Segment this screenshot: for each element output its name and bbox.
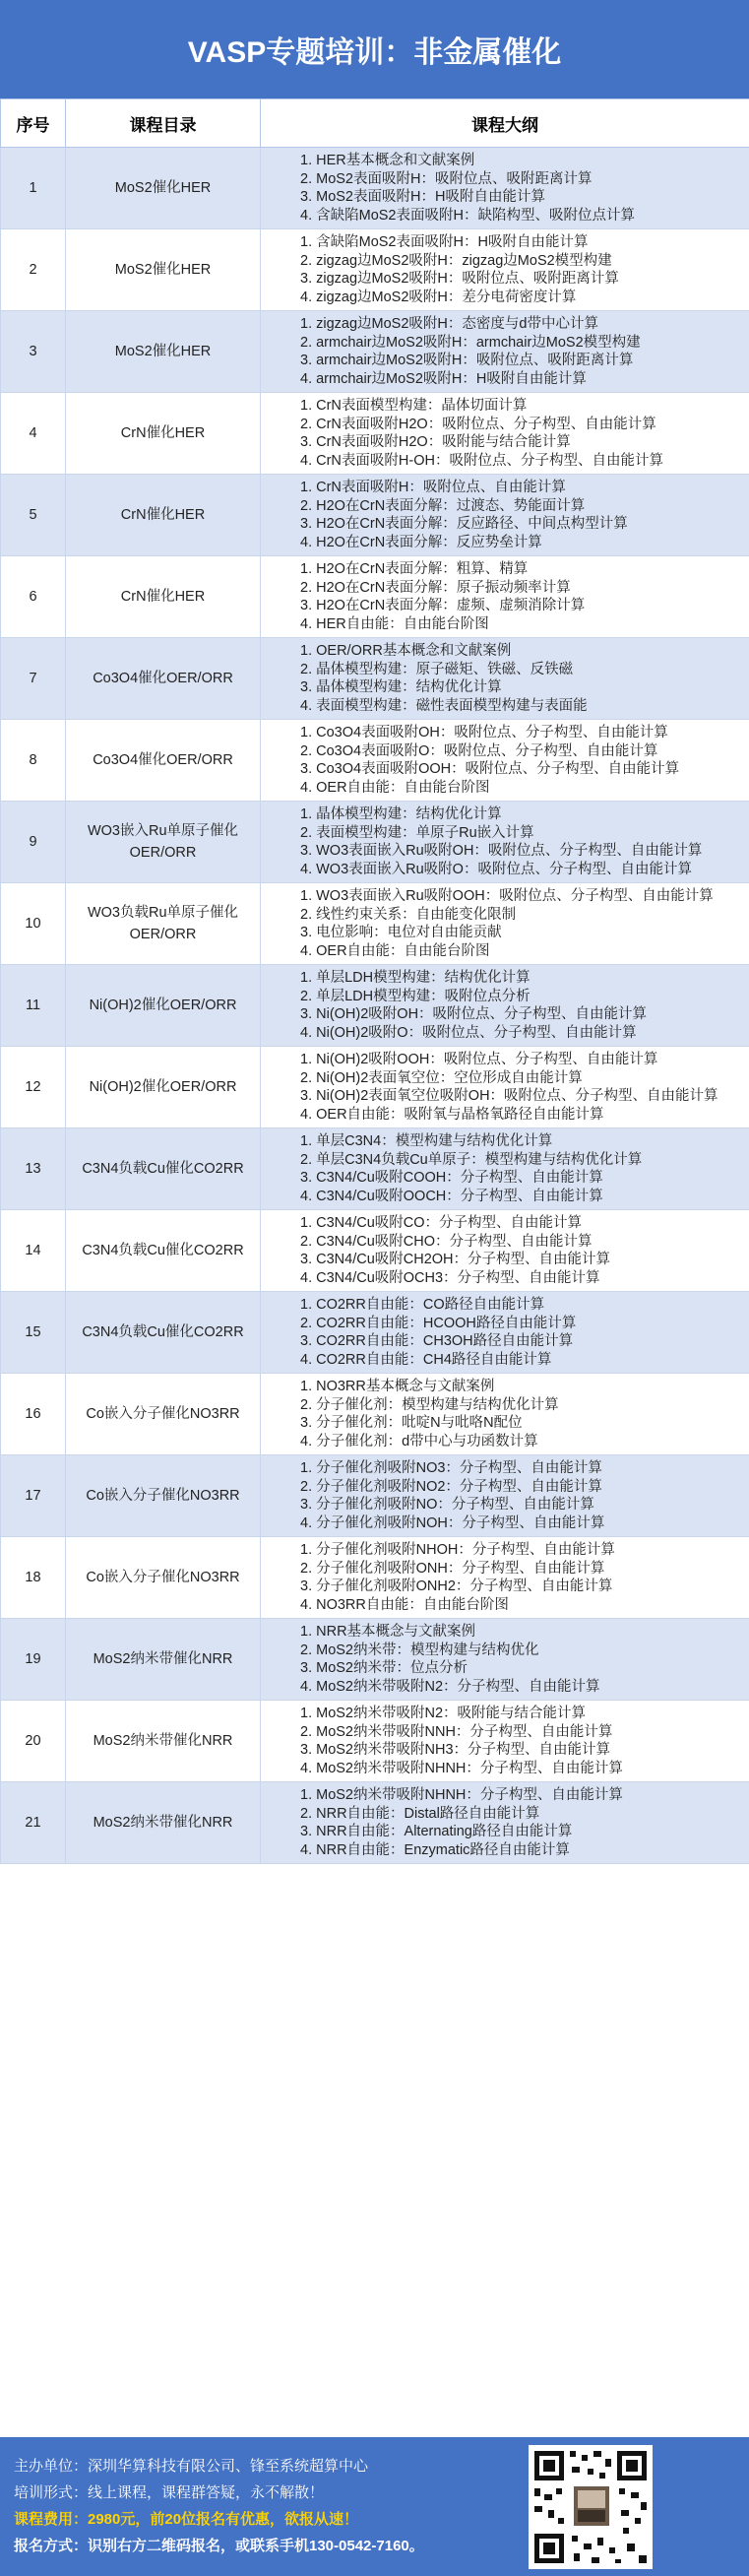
course-outline — [261, 556, 749, 638]
row-number: 21 — [1, 1782, 66, 1864]
course-name: MoS2催化HER — [66, 311, 261, 393]
course-outline — [261, 1455, 749, 1537]
table-row — [1, 148, 749, 229]
outline-item: 3. Ni(OH)2吸附OH：吸附位点、分子构型、自由能计算 — [300, 1006, 648, 1022]
row-number: 8 — [1, 720, 66, 802]
row-number: 5 — [1, 475, 66, 556]
outline-item: 4. WO3表面嵌入Ru吸附O：吸附位点、分子构型、自由能计算 — [300, 861, 692, 877]
row-number: 12 — [1, 1047, 66, 1128]
course-outline — [261, 802, 749, 883]
course-outline — [261, 1619, 749, 1701]
row-number: 3 — [1, 311, 66, 393]
outline-item: 2. 单层C3N4负载Cu单原子：模型构建与结构优化计算 — [300, 1151, 643, 1168]
outline-item: 4. OER自由能：吸附氧与晶格氧路径自由能计算 — [300, 1106, 604, 1123]
course-name: CrN催化HER — [66, 475, 261, 556]
outline-item: 4. NRR自由能：Enzymatic路径自由能计算 — [300, 1841, 570, 1858]
course-outline — [261, 229, 749, 311]
row-number: 1 — [1, 148, 66, 229]
outline-item: 3. 分子催化剂吸附ONH2：分子构型、自由能计算 — [300, 1578, 613, 1594]
outline-item: 2. MoS2纳米带：模型构建与结构优化 — [300, 1642, 539, 1658]
outline-item: 1. Ni(OH)2吸附OOH：吸附位点、分子构型、自由能计算 — [300, 1052, 658, 1067]
course-outline — [261, 1537, 749, 1619]
course-outline — [261, 393, 749, 475]
outline-item: 2. H2O在CrN表面分解：过渡态、势能面计算 — [300, 497, 586, 514]
course-outline — [261, 311, 749, 393]
outline-item: 3. MoS2表面吸附H：H吸附自由能计算 — [300, 189, 545, 205]
course-outline — [261, 1782, 749, 1864]
outline-item: 4. H2O在CrN表面分解：反应势垒计算 — [300, 534, 542, 550]
table-row — [1, 311, 749, 393]
course-name: C3N4负载Cu催化CO2RR — [66, 1292, 261, 1374]
outline-item: 1. MoS2纳米带吸附N2：吸附能与结合能计算 — [300, 1706, 587, 1721]
outline-item: 4. 分子催化剂吸附NOH：分子构型、自由能计算 — [300, 1514, 605, 1531]
outline-item: 4. Ni(OH)2吸附O：吸附位点、分子构型、自由能计算 — [300, 1024, 637, 1041]
table-row — [1, 475, 749, 556]
course-outline — [261, 148, 749, 229]
table-row — [1, 802, 749, 883]
outline-item: 2. CrN表面吸附H2O：吸附位点、分子构型、自由能计算 — [300, 416, 656, 432]
outline-item: 4. MoS2纳米带吸附NHNH：分子构型、自由能计算 — [300, 1760, 623, 1776]
table-row — [1, 1210, 749, 1292]
table-row — [1, 229, 749, 311]
outline-item: 4. CrN表面吸附H-OH：吸附位点、分子构型、自由能计算 — [300, 452, 663, 469]
course-name: Ni(OH)2催化OER/ORR — [66, 1047, 261, 1128]
course-name: WO3嵌入Ru单原子催化OER/ORR — [66, 802, 261, 883]
outline-item: 3. CrN表面吸附H2O：吸附能与结合能计算 — [300, 434, 571, 450]
outline-item: 3. 晶体模型构建：结构优化计算 — [300, 679, 502, 695]
outline-item: 3. Co3O4表面吸附OOH：吸附位点、分子构型、自由能计算 — [300, 761, 680, 777]
course-name: C3N4负载Cu催化CO2RR — [66, 1128, 261, 1210]
outline-item: 3. H2O在CrN表面分解：反应路径、中间点构型计算 — [300, 516, 628, 532]
course-outline — [261, 1047, 749, 1128]
table-row — [1, 1537, 749, 1619]
outline-item: 4. OER自由能：自由能台阶图 — [300, 779, 490, 796]
page-title: VASP专题培训：非金属催化 — [0, 0, 749, 98]
outline-item: 2. 分子催化剂吸附ONH：分子构型、自由能计算 — [300, 1560, 605, 1577]
course-name: CrN催化HER — [66, 556, 261, 638]
row-number: 10 — [1, 883, 66, 965]
course-outline — [261, 1210, 749, 1292]
table-body — [1, 148, 749, 1864]
outline-item: 1. WO3表面嵌入Ru吸附OOH：吸附位点、分子构型、自由能计算 — [300, 888, 714, 904]
outline-item: 1. CO2RR自由能：CO路径自由能计算 — [300, 1297, 545, 1313]
table-row — [1, 1292, 749, 1374]
course-name: WO3负载Ru单原子催化OER/ORR — [66, 883, 261, 965]
row-number: 19 — [1, 1619, 66, 1701]
course-outline — [261, 720, 749, 802]
outline-item: 1. 单层C3N4：模型构建与结构优化计算 — [300, 1133, 553, 1149]
course-outline — [261, 1701, 749, 1782]
outline-item: 2. 晶体模型构建：原子磁矩、铁磁、反铁磁 — [300, 661, 574, 677]
course-outline — [261, 475, 749, 556]
row-number: 14 — [1, 1210, 66, 1292]
outline-item: 2. 线性约束关系：自由能变化限制 — [300, 906, 517, 923]
outline-item: 1. 晶体模型构建：结构优化计算 — [300, 806, 502, 822]
outline-item: 3. H2O在CrN表面分解：虚频、虚频消除计算 — [300, 598, 586, 613]
outline-item: 1. Co3O4表面吸附OH：吸附位点、分子构型、自由能计算 — [300, 725, 668, 741]
outline-item: 1. MoS2纳米带吸附NHNH：分子构型、自由能计算 — [300, 1787, 623, 1803]
outline-item: 2. 分子催化剂：模型构建与结构优化计算 — [300, 1396, 559, 1413]
outline-item: 1. H2O在CrN表面分解：粗算、精算 — [300, 561, 529, 577]
outline-item: 3. MoS2纳米带吸附NH3：分子构型、自由能计算 — [300, 1742, 611, 1758]
outline-item: 3. CO2RR自由能：CH3OH路径自由能计算 — [300, 1333, 574, 1349]
outline-item: 2. Co3O4表面吸附O：吸附位点、分子构型、自由能计算 — [300, 742, 658, 759]
outline-item: 4. 表面模型构建：磁性表面模型构建与表面能 — [300, 697, 588, 714]
outline-item: 4. NO3RR自由能：自由能台阶图 — [300, 1596, 509, 1613]
outline-item: 3. 电位影响：电位对自由能贡献 — [300, 925, 502, 940]
outline-item: 2. 表面模型构建：单原子Ru嵌入计算 — [300, 824, 534, 841]
outline-item: 3. C3N4/Cu吸附CH2OH：分子构型、自由能计算 — [300, 1252, 611, 1267]
table-row — [1, 720, 749, 802]
course-name: Co3O4催化OER/ORR — [66, 720, 261, 802]
outline-item: 2. Ni(OH)2表面氧空位：空位形成自由能计算 — [300, 1069, 583, 1086]
table-row — [1, 1619, 749, 1701]
row-number: 13 — [1, 1128, 66, 1210]
course-name: CrN催化HER — [66, 393, 261, 475]
footer-format: 培训形式：线上课程，课程群答疑，永不解散！ — [14, 2484, 325, 2501]
outline-item: 4. HER自由能：自由能台阶图 — [300, 615, 489, 632]
outline-item: 1. 分子催化剂吸附NHOH：分子构型、自由能计算 — [300, 1542, 615, 1558]
outline-item: 3. 分子催化剂：吡啶N与吡咯N配位 — [300, 1415, 523, 1431]
table-row — [1, 1374, 749, 1455]
header-course: 课程目录 — [66, 99, 261, 148]
qr-code-graphic — [529, 2445, 653, 2569]
row-number: 6 — [1, 556, 66, 638]
course-outline — [261, 1128, 749, 1210]
row-number: 2 — [1, 229, 66, 311]
outline-item: 2. MoS2纳米带吸附NNH：分子构型、自由能计算 — [300, 1723, 613, 1740]
outline-item: 4. 分子催化剂：d带中心与功函数计算 — [300, 1433, 538, 1449]
outline-item: 3. MoS2纳米带：位点分析 — [300, 1660, 468, 1676]
footer-organizer: 主办单位：深圳华算科技有限公司、锋至系统超算中心 — [14, 2458, 369, 2475]
outline-item: 1. OER/ORR基本概念和文献案例 — [300, 643, 512, 659]
outline-item: 4. zigzag边MoS2吸附H：差分电荷密度计算 — [300, 289, 577, 305]
row-number: 18 — [1, 1537, 66, 1619]
footer — [0, 2437, 749, 2576]
table-row — [1, 1128, 749, 1210]
row-number: 15 — [1, 1292, 66, 1374]
outline-item: 3. C3N4/Cu吸附COOH：分子构型、自由能计算 — [300, 1170, 603, 1186]
outline-item: 1. HER基本概念和文献案例 — [300, 153, 475, 168]
header-outline: 课程大纲 — [261, 99, 749, 148]
outline-item: 4. CO2RR自由能：CH4路径自由能计算 — [300, 1351, 552, 1368]
course-name: Co嵌入分子催化NO3RR — [66, 1374, 261, 1455]
course-name: MoS2纳米带催化NRR — [66, 1701, 261, 1782]
course-outline — [261, 1374, 749, 1455]
outline-item: 2. MoS2表面吸附H：吸附位点、吸附距离计算 — [300, 170, 593, 187]
course-name: MoS2催化HER — [66, 229, 261, 311]
footer-signup: 报名方式：识别右方二维码报名，或联系手机130-0542-7160。 — [14, 2538, 424, 2554]
row-number: 9 — [1, 802, 66, 883]
row-number: 20 — [1, 1701, 66, 1782]
course-name: Co嵌入分子催化NO3RR — [66, 1537, 261, 1619]
outline-item: 3. NRR自由能：Alternating路径自由能计算 — [300, 1824, 573, 1839]
outline-item: 4. 含缺陷MoS2表面吸附H：缺陷构型、吸附位点计算 — [300, 207, 635, 224]
table-row — [1, 556, 749, 638]
row-number: 7 — [1, 638, 66, 720]
outline-item: 2. C3N4/Cu吸附CHO：分子构型、自由能计算 — [300, 1233, 593, 1250]
table-row — [1, 1701, 749, 1782]
outline-item: 3. 分子催化剂吸附NO：分子构型、自由能计算 — [300, 1497, 594, 1513]
table-row — [1, 1047, 749, 1128]
outline-item: 2. 单层LDH模型构建：吸附位点分析 — [300, 988, 531, 1004]
outline-item: 3. zigzag边MoS2吸附H：吸附位点、吸附距离计算 — [300, 271, 619, 287]
outline-item: 2. H2O在CrN表面分解：原子振动频率计算 — [300, 579, 571, 596]
course-table — [0, 98, 749, 1864]
course-name: Co3O4催化OER/ORR — [66, 638, 261, 720]
outline-item: 1. zigzag边MoS2吸附H：态密度与d带中心计算 — [300, 316, 598, 332]
course-outline — [261, 638, 749, 720]
outline-item: 3. WO3表面嵌入Ru吸附OH：吸附位点、分子构型、自由能计算 — [300, 843, 703, 859]
outline-item: 2. NRR自由能：Distal路径自由能计算 — [300, 1805, 540, 1822]
outline-item: 2. armchair边MoS2吸附H：armchair边MoS2模型构建 — [300, 334, 641, 351]
row-number: 4 — [1, 393, 66, 475]
course-outline — [261, 1292, 749, 1374]
course-name: C3N4负载Cu催化CO2RR — [66, 1210, 261, 1292]
outline-item: 1. CrN表面模型构建：晶体切面计算 — [300, 398, 528, 414]
table-row — [1, 1455, 749, 1537]
qr-code-icon[interactable] — [529, 2445, 653, 2569]
outline-item: 4. armchair边MoS2吸附H：H吸附自由能计算 — [300, 370, 587, 387]
outline-item: 1. CrN表面吸附H：吸附位点、自由能计算 — [300, 480, 566, 495]
outline-item: 2. 分子催化剂吸附NO2：分子构型、自由能计算 — [300, 1478, 602, 1495]
footer-text — [14, 2453, 424, 2559]
header-num: 序号 — [1, 99, 66, 148]
outline-item: 4. C3N4/Cu吸附OOCH：分子构型、自由能计算 — [300, 1188, 603, 1204]
outline-item: 2. zigzag边MoS2吸附H：zigzag边MoS2模型构建 — [300, 252, 612, 269]
outline-item: 2. CO2RR自由能：HCOOH路径自由能计算 — [300, 1315, 577, 1331]
course-name: Co嵌入分子催化NO3RR — [66, 1455, 261, 1537]
outline-item: 4. MoS2纳米带吸附N2：分子构型、自由能计算 — [300, 1678, 600, 1695]
table-row — [1, 965, 749, 1047]
outline-item: 1. C3N4/Cu吸附CO：分子构型、自由能计算 — [300, 1215, 583, 1231]
outline-item: 4. C3N4/Cu吸附OCH3：分子构型、自由能计算 — [300, 1269, 600, 1286]
course-name: MoS2纳米带催化NRR — [66, 1782, 261, 1864]
course-outline — [261, 883, 749, 965]
row-number: 16 — [1, 1374, 66, 1455]
course-name: Ni(OH)2催化OER/ORR — [66, 965, 261, 1047]
table-row — [1, 883, 749, 965]
outline-item: 1. 分子催化剂吸附NO3：分子构型、自由能计算 — [300, 1460, 602, 1476]
course-name: MoS2纳米带催化NRR — [66, 1619, 261, 1701]
outline-item: 4. OER自由能：自由能台阶图 — [300, 942, 490, 959]
outline-item: 1. 单层LDH模型构建：结构优化计算 — [300, 970, 531, 986]
row-number: 17 — [1, 1455, 66, 1537]
outline-item: 1. 含缺陷MoS2表面吸附H：H吸附自由能计算 — [300, 234, 589, 250]
outline-item: 3. Ni(OH)2表面氧空位吸附OH：吸附位点、分子构型、自由能计算 — [300, 1088, 718, 1104]
table-row — [1, 638, 749, 720]
table-row — [1, 393, 749, 475]
table-header-row — [1, 99, 749, 148]
footer-fee: 课程费用：2980元，前20位报名有优惠，欲报从速！ — [14, 2511, 359, 2528]
outline-item: 1. NO3RR基本概念与文献案例 — [300, 1379, 495, 1394]
course-name: MoS2催化HER — [66, 148, 261, 229]
course-outline — [261, 965, 749, 1047]
outline-item: 1. NRR基本概念与文献案例 — [300, 1624, 476, 1640]
outline-item: 3. armchair边MoS2吸附H：吸附位点、吸附距离计算 — [300, 353, 634, 368]
table-row — [1, 1782, 749, 1864]
row-number: 11 — [1, 965, 66, 1047]
